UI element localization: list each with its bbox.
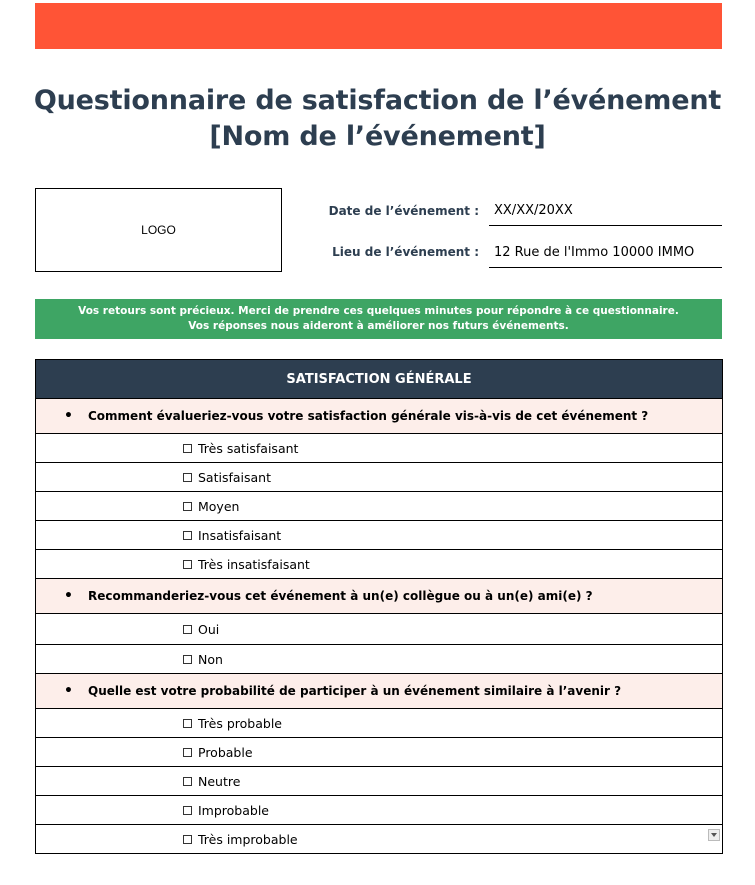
accent-header-bar	[35, 3, 722, 49]
bullet-icon: •	[64, 683, 73, 699]
question-row	[36, 579, 722, 614]
option-label: Neutre	[198, 773, 241, 789]
option-label: Insatisfaisant	[198, 527, 282, 543]
option-label: Satisfaisant	[198, 469, 272, 485]
bullet-icon: •	[64, 588, 73, 604]
option-label: Oui	[198, 621, 220, 637]
option-row[interactable]	[36, 645, 722, 674]
option-row[interactable]	[36, 434, 722, 463]
option-label: Improbable	[198, 802, 270, 818]
option-row[interactable]	[36, 550, 722, 579]
option-row[interactable]	[36, 796, 722, 825]
checkbox[interactable]	[183, 806, 192, 815]
option-label: Très satisfaisant	[198, 440, 299, 456]
location-label: Lieu de l’événement :	[332, 245, 479, 259]
title-line-1: Questionnaire de satisfaction de l’événement	[33, 85, 722, 116]
checkbox[interactable]	[183, 719, 192, 728]
logo-text: LOGO	[141, 223, 176, 237]
option-label: Très improbable	[198, 831, 298, 847]
checkbox[interactable]	[183, 473, 192, 482]
option-label: Très insatisfaisant	[198, 556, 310, 572]
intro-banner	[35, 299, 722, 339]
location-field[interactable]: 12 Rue de l'Immo 10000 IMMO	[489, 238, 722, 268]
question-text: Quelle est votre probabilité de participer à un événement similaire à l’avenir ?	[88, 684, 622, 698]
checkbox[interactable]	[183, 502, 192, 511]
option-row[interactable]	[36, 738, 722, 767]
date-label: Date de l’événement :	[328, 204, 479, 218]
logo-placeholder	[35, 188, 282, 272]
banner-line-2: Vos réponses nous aideront à améliorer nos futurs événements.	[188, 320, 569, 332]
option-label: Probable	[198, 744, 253, 760]
checkbox[interactable]	[183, 777, 192, 786]
option-row[interactable]	[36, 492, 722, 521]
question-row	[36, 399, 722, 434]
section-header	[36, 360, 722, 399]
option-row[interactable]	[36, 614, 722, 645]
dropdown-arrow-icon[interactable]	[708, 829, 720, 841]
checkbox[interactable]	[183, 531, 192, 540]
option-label: Moyen	[198, 498, 240, 514]
banner-line-1: Vos retours sont précieux. Merci de prendre ces quelques minutes pour répondre à ce questionnaire.	[78, 305, 679, 317]
question-row	[36, 674, 722, 709]
title-line-2: [Nom de l’événement]	[209, 121, 546, 152]
date-field[interactable]: XX/XX/20XX	[489, 196, 722, 226]
checkbox[interactable]	[183, 560, 192, 569]
option-row[interactable]	[36, 825, 722, 854]
option-label: Non	[198, 651, 223, 667]
option-row[interactable]	[36, 767, 722, 796]
option-row[interactable]	[36, 521, 722, 550]
question-text: Recommanderiez-vous cet événement à un(e) collègue ou à un(e) ami(e) ?	[88, 589, 593, 603]
option-row[interactable]	[36, 463, 722, 492]
option-row[interactable]	[36, 709, 722, 738]
checkbox[interactable]	[183, 835, 192, 844]
checkbox[interactable]	[183, 625, 192, 634]
checkbox[interactable]	[183, 655, 192, 664]
question-text: Comment évalueriez-vous votre satisfaction générale vis-à-vis de cet événement ?	[88, 409, 649, 423]
checkbox[interactable]	[183, 748, 192, 757]
survey-table	[35, 359, 723, 854]
page-title	[0, 83, 755, 155]
option-label: Très probable	[198, 715, 282, 731]
section-title: SATISFACTION GÉNÉRALE	[286, 371, 472, 387]
checkbox[interactable]	[183, 444, 192, 453]
bullet-icon: •	[64, 408, 73, 424]
